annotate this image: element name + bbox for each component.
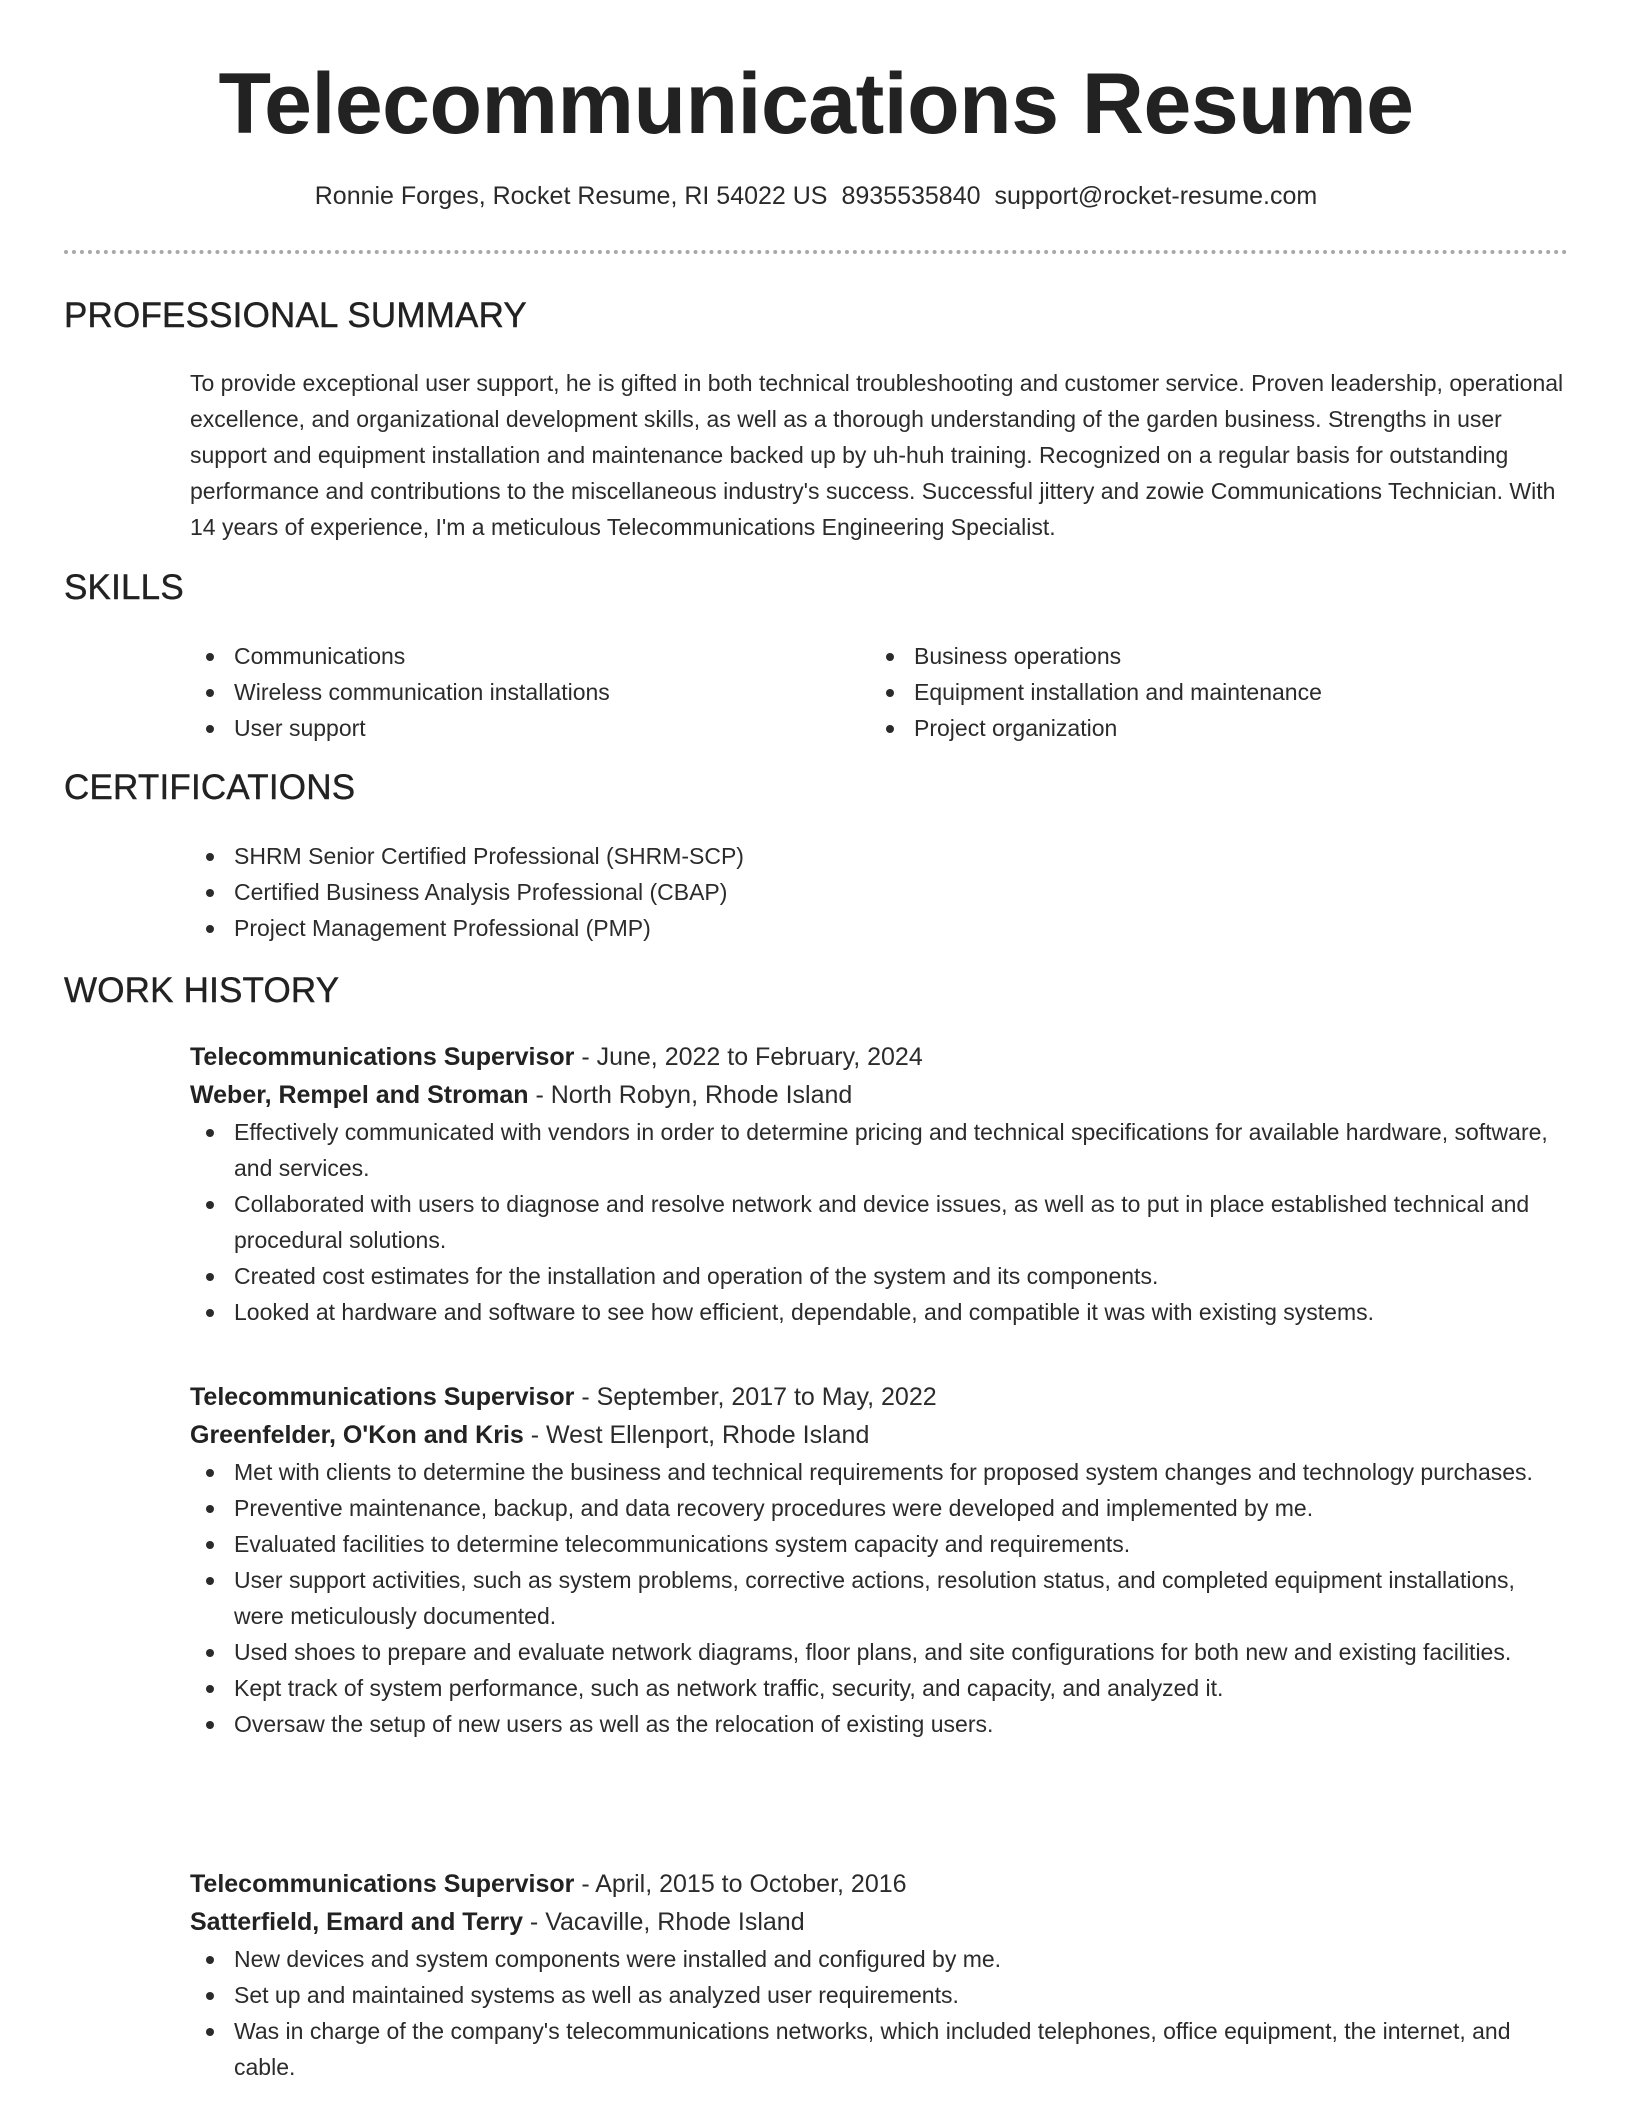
- job-title: Telecommunications Supervisor: [190, 1383, 575, 1411]
- job-entry: [190, 1865, 1570, 2085]
- job-bullet: Effectively communicated with vendors in order to determine pricing and technical specifications for available hardware, software, and services.: [190, 1114, 1570, 1186]
- job-bullet: Looked at hardware and software to see how efficient, dependable, and compatible it was with existing systems.: [190, 1294, 1570, 1330]
- job-bullet: Kept track of system performance, such as network traffic, security, and capacity, and analyzed it.: [190, 1670, 1570, 1706]
- job-location: - North Robyn, Rhode Island: [528, 1081, 853, 1109]
- job-dates: - April, 2015 to October, 2016: [574, 1870, 907, 1898]
- job-bullet: Met with clients to determine the business and technical requirements for proposed system changes and technology purchases.: [190, 1454, 1570, 1490]
- skill-item: User support: [190, 710, 830, 746]
- resume-title: Telecommunications Resume: [218, 56, 1414, 152]
- job-entry: [190, 1378, 1570, 1742]
- summary-heading: PROFESSIONAL SUMMARY: [64, 296, 527, 335]
- job-bullet: Was in charge of the company's telecommunications networks, which included telephones, office equipment, the internet, and cable.: [190, 2013, 1570, 2085]
- job-title-line: [190, 1865, 1570, 1903]
- job-bullet: Oversaw the setup of new users as well as the relocation of existing users.: [190, 1706, 1570, 1742]
- job-bullets: [190, 1114, 1570, 1330]
- job-bullet: User support activities, such as system problems, corrective actions, resolution status, and completed equipment installations, were meticulously documented.: [190, 1562, 1570, 1634]
- job-bullet: Used shoes to prepare and evaluate network diagrams, floor plans, and site configurations for both new and existing facilities.: [190, 1634, 1570, 1670]
- job-company-line: [190, 1903, 1570, 1941]
- job-bullet: Created cost estimates for the installation and operation of the system and its components.: [190, 1258, 1570, 1294]
- skill-item: Equipment installation and maintenance: [870, 674, 1510, 710]
- job-title-line: [190, 1378, 1570, 1416]
- summary-text: To provide exceptional user support, he is gifted in both technical troubleshooting and customer service. Proven leadership, operational excellence, and organizational development skills, as well as a thorough understanding of the garden business. Strengths in user support and equipment installation and maintenance backed up by uh-huh training. Recognized on a regular basis for outstanding performance and contributions to the miscellaneous industry's success. Successful jittery and zowie Communications Technician. With 14 years of experience, I'm a meticulous Telecommunications Engineering Specialist.: [190, 370, 1564, 540]
- job-bullet: Set up and maintained systems as well as analyzed user requirements.: [190, 1977, 1570, 2013]
- certifications-list: [190, 838, 1190, 946]
- job-bullet: New devices and system components were installed and configured by me.: [190, 1941, 1570, 1977]
- contact-line: [64, 181, 1568, 211]
- certifications-heading: CERTIFICATIONS: [64, 768, 356, 807]
- job-title-line: [190, 1038, 1570, 1076]
- skills-list-left: [190, 638, 830, 746]
- job-company: Weber, Rempel and Stroman: [190, 1081, 529, 1109]
- certification-item: Project Management Professional (PMP): [190, 910, 1190, 946]
- job-entry: [190, 1038, 1570, 1330]
- contact-email: support@rocket-resume.com: [994, 182, 1318, 210]
- skill-item: Business operations: [870, 638, 1510, 674]
- job-dates: - September, 2017 to May, 2022: [574, 1383, 937, 1411]
- job-bullets: [190, 1941, 1570, 2085]
- skill-item: Communications: [190, 638, 830, 674]
- certification-item: Certified Business Analysis Professional (CBAP): [190, 874, 1190, 910]
- job-company: Greenfelder, O'Kon and Kris: [190, 1421, 524, 1449]
- job-dates: - June, 2022 to February, 2024: [574, 1043, 923, 1071]
- job-company-line: [190, 1416, 1570, 1454]
- job-bullet: Collaborated with users to diagnose and resolve network and device issues, as well as to put in place established technical and procedural solutions.: [190, 1186, 1570, 1258]
- job-title: Telecommunications Supervisor: [190, 1870, 575, 1898]
- job-title: Telecommunications Supervisor: [190, 1043, 575, 1071]
- job-bullet: Evaluated facilities to determine telecommunications system capacity and requirements.: [190, 1526, 1570, 1562]
- work-history-heading: WORK HISTORY: [64, 971, 340, 1010]
- skills-list-right: [870, 638, 1510, 746]
- job-location: - Vacaville, Rhode Island: [522, 1908, 805, 1936]
- certification-item: SHRM Senior Certified Professional (SHRM-SCP): [190, 838, 1190, 874]
- job-location: - West Ellenport, Rhode Island: [523, 1421, 870, 1449]
- contact-phone: 8935535840: [841, 182, 981, 210]
- skills-heading: SKILLS: [64, 568, 184, 607]
- skill-item: Wireless communication installations: [190, 674, 830, 710]
- skill-item: Project organization: [870, 710, 1510, 746]
- resume-page: [64, 0, 1568, 2080]
- job-bullet: Preventive maintenance, backup, and data recovery procedures were developed and implemented by me.: [190, 1490, 1570, 1526]
- job-bullets: [190, 1454, 1570, 1742]
- job-company: Satterfield, Emard and Terry: [190, 1908, 523, 1936]
- job-company-line: [190, 1076, 1570, 1114]
- contact-address: Ronnie Forges, Rocket Resume, RI 54022 US: [314, 182, 828, 210]
- header-divider: [64, 250, 1568, 254]
